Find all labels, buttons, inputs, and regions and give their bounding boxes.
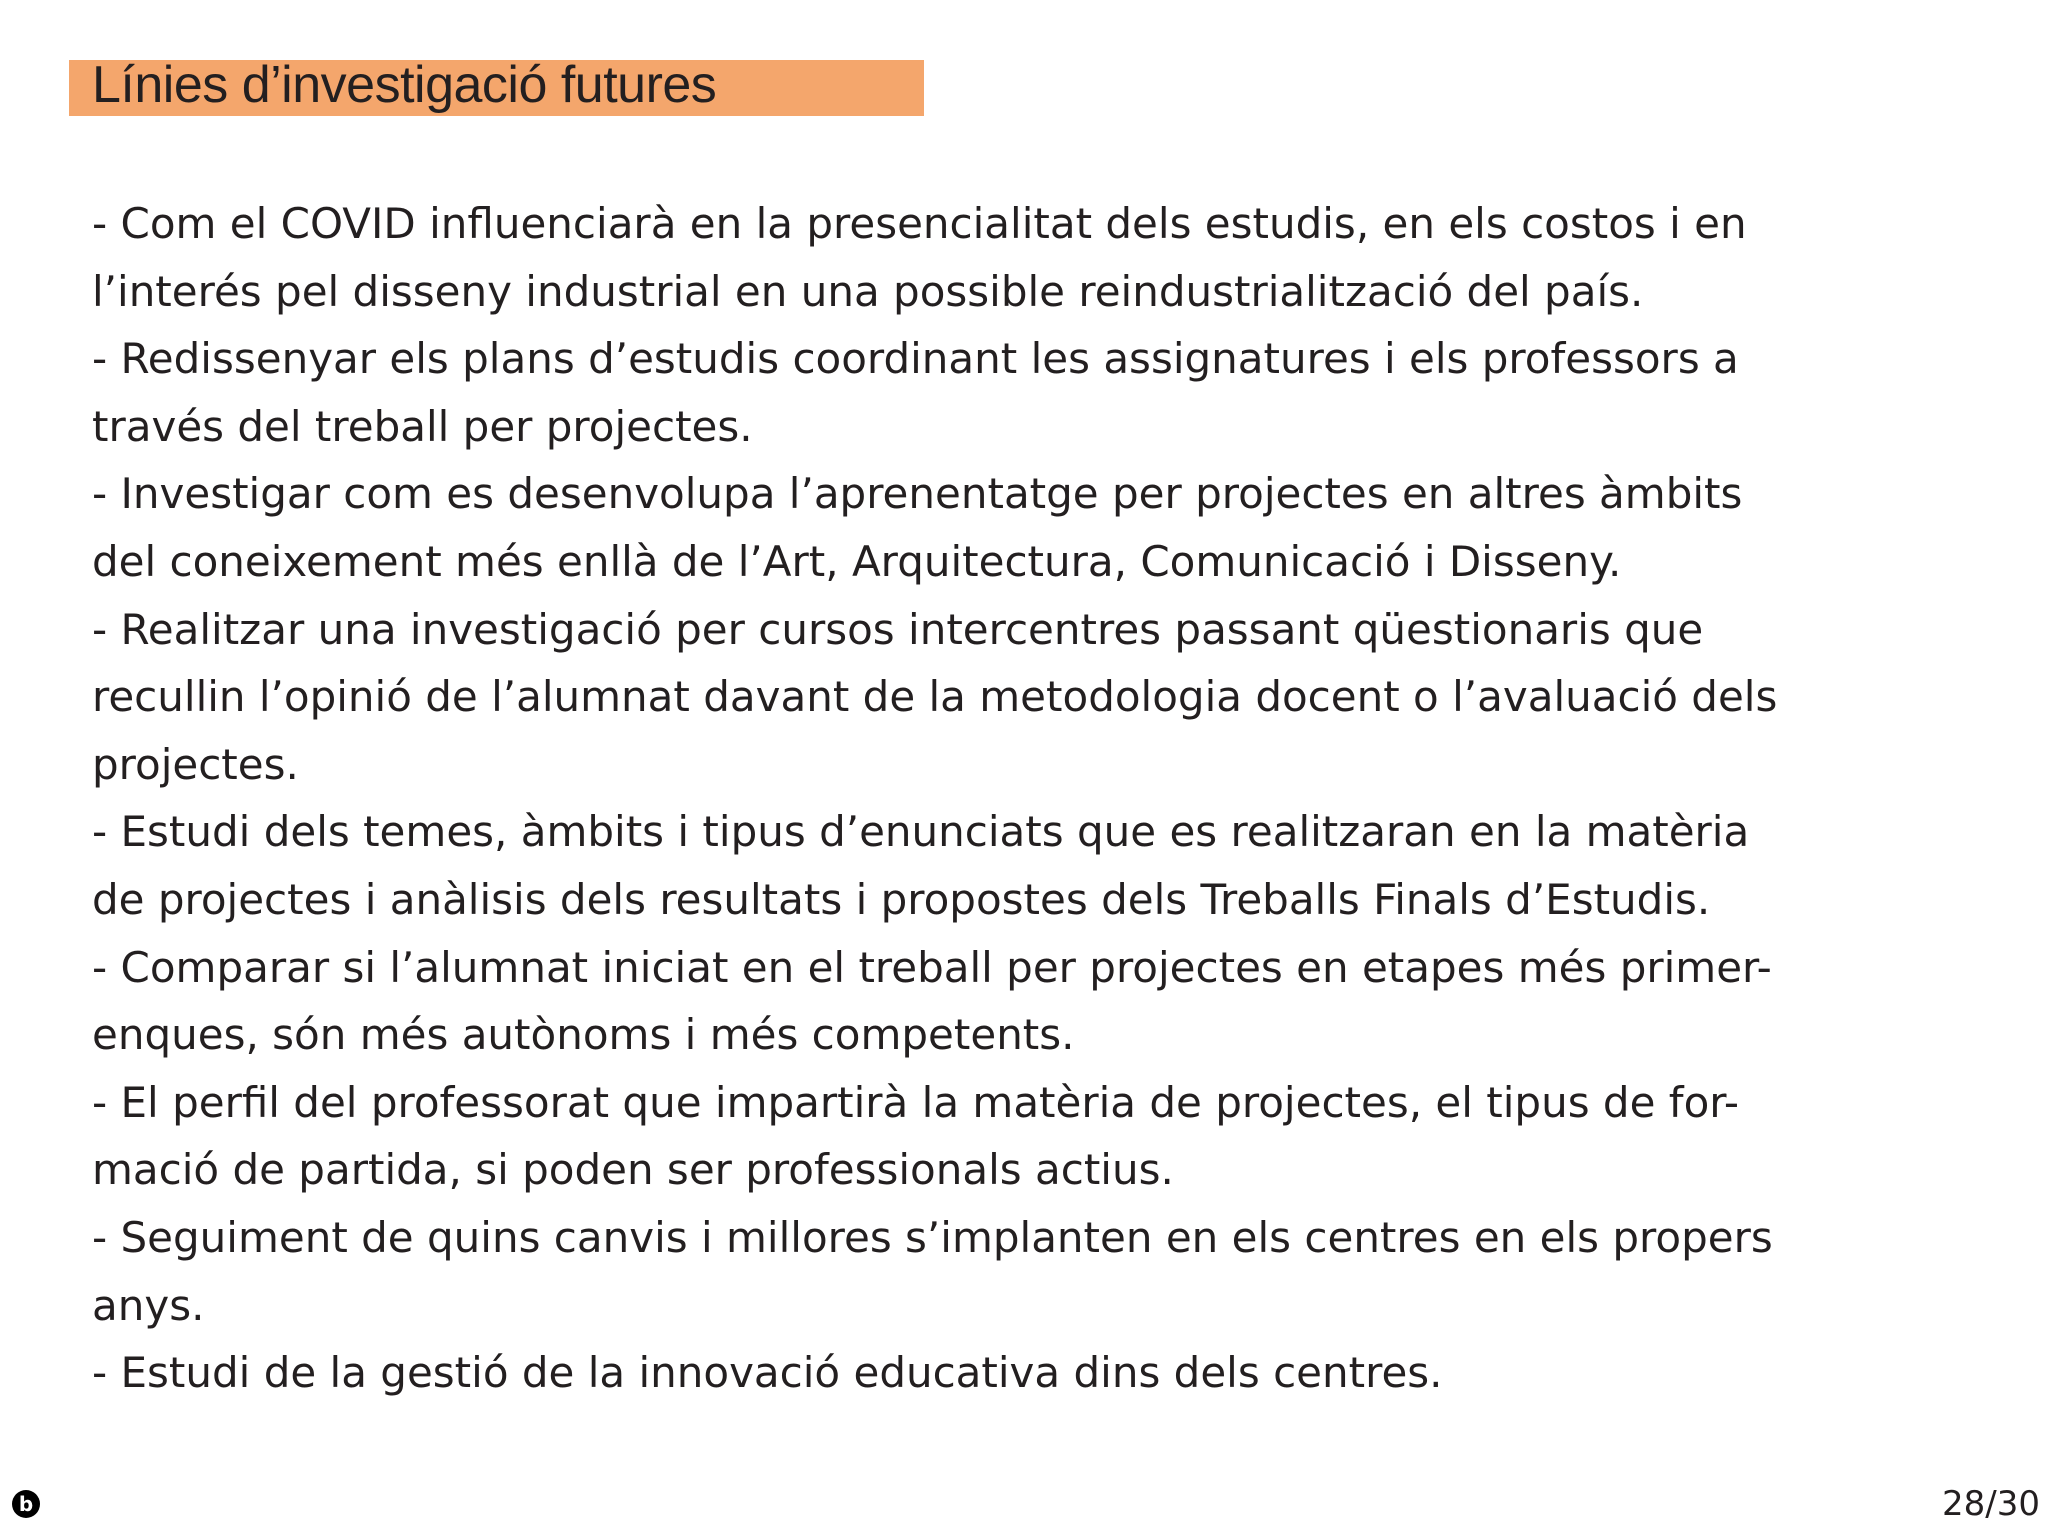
page-number: 28/30: [1942, 1484, 2040, 1524]
text-line: de projectes i anàlisis dels resultats i propostes dels Treballs Finals d’Estudis.: [92, 874, 1711, 924]
text-line: - Investigar com es desenvolupa l’aprenentatge per projectes en altres àmbits: [92, 469, 1743, 519]
text-line: l’interés pel disseny industrial en una possible reindustrialització del país.: [92, 266, 1644, 316]
text-line: - Comparar si l’alumnat iniciat en el treball per projectes en etapes més primer-: [92, 942, 1772, 992]
research-lines-text: [92, 190, 2002, 1407]
b-logo-icon: b: [12, 1490, 40, 1518]
text-line: - El perfil del professorat que impartirà la matèria de projectes, el tipus de for-: [92, 1077, 1740, 1127]
text-line: través del treball per projectes.: [92, 401, 753, 451]
text-line: - Realitzar una investigació per cursos intercentres passant qüestionaris que: [92, 604, 1704, 654]
page-title: Línies d’investigació futures: [92, 56, 717, 114]
text-line: recullin l’opinió de l’alumnat davant de la metodologia docent o l’avaluació dels: [92, 672, 1778, 722]
text-line: enques, són més autònoms i més competents.: [92, 1010, 1075, 1060]
text-line: mació de partida, si poden ser professionals actius.: [92, 1145, 1174, 1195]
text-line: anys.: [92, 1280, 205, 1330]
text-line: del coneixement més enllà de l’Art, Arquitectura, Comunicació i Disseny.: [92, 536, 1622, 586]
text-line: - Redissenyar els plans d’estudis coordinant les assignatures i els professors a: [92, 334, 1739, 384]
text-line: - Com el COVID influenciarà en la presencialitat dels estudis, en els costos i en: [92, 199, 1747, 248]
text-line: projectes.: [92, 739, 299, 789]
text-line: - Seguiment de quins canvis i millores s’implanten en els centres en els propers: [92, 1212, 1773, 1262]
text-line: - Estudi de la gestió de la innovació educativa dins dels centres.: [92, 1348, 1443, 1398]
text-line: - Estudi dels temes, àmbits i tipus d’enunciats que es realitzaran en la matèria: [92, 807, 1750, 857]
